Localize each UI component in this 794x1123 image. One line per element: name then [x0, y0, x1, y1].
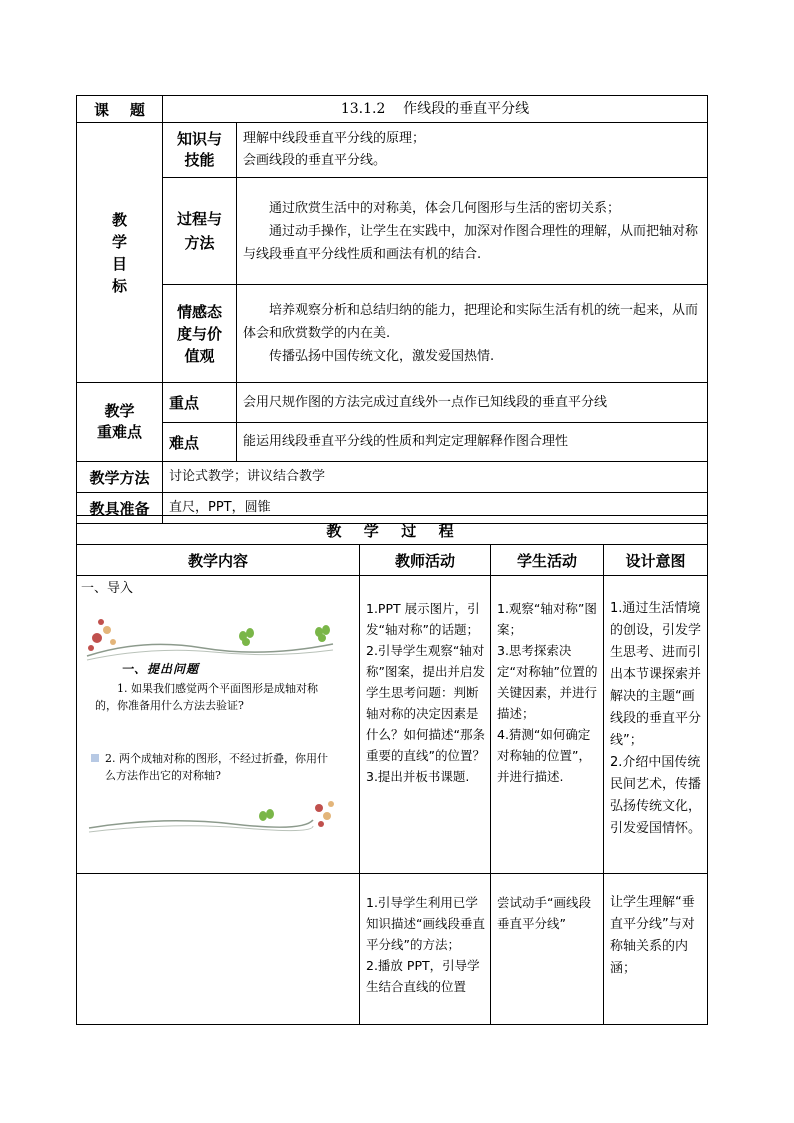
- tools-value: 直尺，PPT，圆锥: [163, 493, 708, 524]
- topic-value: 13.1.2 作线段的垂直平分线: [163, 96, 708, 123]
- teacher-activity-1: 1.PPT 展示图片，引发“轴对称”的话题； 2.引导学生观察“轴对称”图案，提出并启发学生思考问题：判断轴对称的决定因素是什么？如何描述“那条重要的直线”的位置？ 3.提出并板书课题.: [360, 576, 491, 874]
- content-cell-intro: [77, 576, 360, 874]
- key-text: 会用尺规作图的方法完成过直线外一点作已知线段的垂直平分线: [237, 383, 708, 423]
- process-title: 教 学 过 程: [77, 516, 708, 545]
- knowledge-skill-text: 理解中线段垂直平分线的原理； 会画线段的垂直平分线。: [237, 123, 708, 178]
- ppt-slide-image: [83, 608, 343, 838]
- col-teacher: 教师活动: [360, 545, 491, 576]
- student-activity-2: 尝试动手“画线段垂直平分线”: [491, 874, 604, 1025]
- slide-question-2: 2. 两个成轴对称的图形，不经过折叠，你用什么方法作出它的对称轴?: [105, 752, 328, 782]
- lesson-plan-table: [76, 95, 708, 524]
- floral-vine-top-icon: [83, 608, 343, 668]
- topic-label: 课 题: [77, 96, 163, 123]
- design-intent-2: 让学生理解“垂直平分线”与对称轴关系的内涵；: [604, 874, 708, 1025]
- process-method-text: 通过欣赏生活中的对称美，体会几何图形与生活的密切关系； 通过动手操作，让学生在实践中，加深对作图合理性的理解，从而把轴对称与线段垂直平分线性质和画法有机的结合.: [237, 178, 708, 285]
- tools-label: 教具准备: [77, 493, 163, 524]
- knowledge-skill-label: 知识与 技能: [163, 123, 237, 178]
- key-label: 重点: [163, 383, 237, 423]
- teacher-activity-2: 1.引导学生利用已学知识描述“画线段垂直平分线”的方法； 2.播放 PPT，引导学生结合直线的位置: [360, 874, 491, 1025]
- slide-heading: 一、提出问题: [121, 662, 200, 676]
- method-label: 教学方法: [77, 462, 163, 493]
- slide-question-1: 1. 如果我们感觉两个平面图形是成轴对称的，你准备用什么方法去验证?: [95, 682, 318, 712]
- key-points-label: 教学 重难点: [77, 383, 163, 462]
- col-content: 教学内容: [77, 545, 360, 576]
- floral-vine-bottom-icon: [83, 798, 343, 838]
- attitude-values-label: 情感态 度与价 值观: [163, 285, 237, 383]
- attitude-values-text: 培养观察分析和总结归纳的能力，把理论和实际生活有机的统一起来，从而体会和欣赏数学的内在美. 传播弘扬中国传统文化，激发爱国热情.: [237, 285, 708, 383]
- content-cell-2: [77, 874, 360, 1025]
- design-intent-1: 1.通过生活情境的创设，引发学生思考、进而引出本节课探索并解决的主题“画线段的垂直平分线”； 2.介绍中国传统民间艺术，传播弘扬传统文化，引发爱国情怀。: [604, 576, 708, 874]
- intro-heading: 一、导入: [81, 581, 134, 596]
- teaching-process-table: [76, 515, 708, 1025]
- method-value: 讨论式教学；讲议结合教学: [163, 462, 708, 493]
- col-intent: 设计意图: [604, 545, 708, 576]
- objectives-label: 教 学 目 标: [77, 123, 163, 383]
- difficulty-label: 难点: [163, 423, 237, 462]
- bullet-marker-icon: [91, 754, 99, 762]
- col-student: 学生活动: [491, 545, 604, 576]
- student-activity-1: 1.观察“轴对称”图案； 3.思考探索决定“对称轴”位置的关键因素，并进行描述； 4.猜测“如何确定对称轴的位置”，并进行描述.: [491, 576, 604, 874]
- process-method-label: 过程与 方法: [163, 178, 237, 285]
- difficulty-text: 能运用线段垂直平分线的性质和判定定理解释作图合理性: [237, 423, 708, 462]
